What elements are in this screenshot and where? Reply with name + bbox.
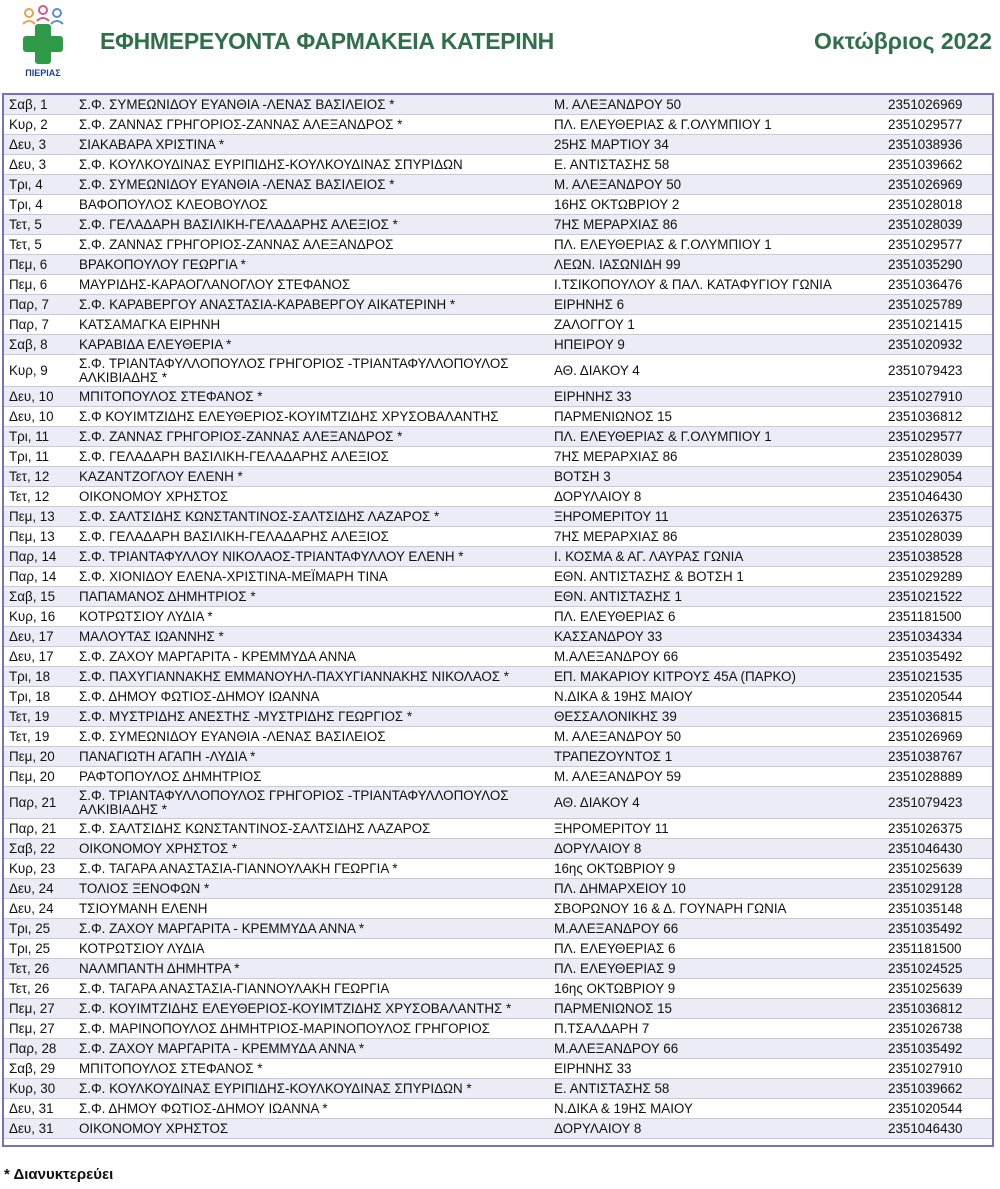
row-address: Ι.ΤΣΙΚΟΠΟΥΛΟΥ & ΠΑΛ. ΚΑΤΑΦΥΓΙΟΥ ΓΩΝΙΑ (549, 275, 883, 295)
row-address: Μ.ΑΛΕΞΑΝΔΡΟΥ 66 (549, 919, 883, 939)
row-address: ΠΛ. ΕΛΕΥΘΕΡΙΑΣ 6 (549, 607, 883, 627)
table-row (4, 407, 992, 427)
row-address: 16ης ΟΚΤΩΒΡΙΟΥ 9 (549, 859, 883, 879)
row-day: Πεμ, 27 (4, 1019, 74, 1039)
row-address: Ε. ΑΝΤΙΣΤΑΣΗΣ 58 (549, 1079, 883, 1099)
row-phone: 2351038936 (883, 135, 992, 155)
table-row (4, 295, 992, 315)
table-row (4, 235, 992, 255)
row-address: ΖΑΛΟΓΓΟΥ 1 (549, 315, 883, 335)
row-day: Πεμ, 6 (4, 275, 74, 295)
table-row (4, 527, 992, 547)
row-day: Τρι, 25 (4, 939, 74, 959)
row-address: ΠΛ. ΕΛΕΥΘΕΡΙΑΣ 6 (549, 939, 883, 959)
row-day: Πεμ, 13 (4, 507, 74, 527)
row-day: Κυρ, 2 (4, 115, 74, 135)
row-address: ΔΟΡΥΛΑΙΟΥ 8 (549, 487, 883, 507)
row-address: ΕΙΡΗΝΗΣ 6 (549, 295, 883, 315)
row-phone: 2351035148 (883, 899, 992, 919)
table-row (4, 155, 992, 175)
table-row (4, 859, 992, 879)
row-day: Παρ, 14 (4, 547, 74, 567)
row-phone: 2351028039 (883, 447, 992, 467)
table-row (4, 959, 992, 979)
row-phone: 2351026375 (883, 819, 992, 839)
table-row (4, 727, 992, 747)
row-pharmacy-name: Σ.Φ. ΤΡΙΑΝΤΑΦΥΛΛΟΥ ΝΙΚΟΛΑΟΣ-ΤΡΙΑΝΤΑΦΥΛΛΟΥ ΕΛΕΝΗ * (74, 547, 549, 567)
row-phone: 2351021522 (883, 587, 992, 607)
row-address: ΕΙΡΗΝΗΣ 33 (549, 387, 883, 407)
row-pharmacy-name: Σ.Φ. ΜΥΣΤΡΙΔΗΣ ΑΝΕΣΤΗΣ -ΜΥΣΤΡΙΔΗΣ ΓΕΩΡΓΙΟΣ * (74, 707, 549, 727)
row-day: Πεμ, 6 (4, 255, 74, 275)
row-phone: 2351079423 (883, 787, 992, 819)
row-phone: 2351021415 (883, 315, 992, 335)
row-address: 16ΗΣ ΟΚΤΩΒΡΙΟΥ 2 (549, 195, 883, 215)
row-address: ΕΠ. ΜΑΚΑΡΙΟΥ ΚΙΤΡΟΥΣ 45Α (ΠΑΡΚΟ) (549, 667, 883, 687)
row-day: Τετ, 26 (4, 979, 74, 999)
row-pharmacy-name: Σ.Φ. ΤΑΓΑΡΑ ΑΝΑΣΤΑΣΙΑ-ΓΙΑΝΝΟΥΛΑΚΗ ΓΕΩΡΓΙΑ (74, 979, 549, 999)
row-phone: 2351028039 (883, 215, 992, 235)
table-row (4, 767, 992, 787)
table-row (4, 275, 992, 295)
row-pharmacy-name: ΜΠΙΤΟΠΟΥΛΟΣ ΣΤΕΦΑΝΟΣ * (74, 387, 549, 407)
row-day: Τετ, 12 (4, 467, 74, 487)
row-day: Δευ, 17 (4, 647, 74, 667)
row-day: Κυρ, 9 (4, 355, 74, 387)
row-address: Π.ΤΣΑΛΔΑΡΗ 7 (549, 1019, 883, 1039)
row-phone: 2351029128 (883, 879, 992, 899)
row-address: ΕΘΝ. ΑΝΤΙΣΤΑΣΗΣ 1 (549, 587, 883, 607)
row-phone: 2351027910 (883, 387, 992, 407)
row-day: Δευ, 3 (4, 135, 74, 155)
row-phone: 2351038528 (883, 547, 992, 567)
row-pharmacy-name: Σ.Φ. ΤΡΙΑΝΤΑΦΥΛΛΟΠΟΥΛΟΣ ΓΡΗΓΟΡΙΟΣ -ΤΡΙΑΝΤΑΦΥΛΛΟΠΟΥΛΟΣ ΑΛΚΙΒΙΑΔΗΣ * (74, 355, 549, 387)
row-address: Μ. ΑΛΕΞΑΝΔΡΟΥ 50 (549, 95, 883, 115)
row-day: Τρι, 25 (4, 919, 74, 939)
row-pharmacy-name: Σ.Φ. ΓΕΛΑΔΑΡΗ ΒΑΣΙΛΙΚΗ-ΓΕΛΑΔΑΡΗΣ ΑΛΕΞΙΟΣ (74, 447, 549, 467)
row-day: Κυρ, 16 (4, 607, 74, 627)
row-day: Τετ, 12 (4, 487, 74, 507)
row-pharmacy-name: ΚΑΖΑΝΤΖΟΓΛΟΥ ΕΛΕΝΗ * (74, 467, 549, 487)
table-row (4, 747, 992, 767)
row-day: Τετ, 5 (4, 235, 74, 255)
row-day: Δευ, 10 (4, 407, 74, 427)
table-row (4, 175, 992, 195)
table-row (4, 467, 992, 487)
row-pharmacy-name: ΡΑΦΤΟΠΟΥΛΟΣ ΔΗΜΗΤΡΙΟΣ (74, 767, 549, 787)
row-address: ΕΘΝ. ΑΝΤΙΣΤΑΣΗΣ & ΒΟΤΣΗ 1 (549, 567, 883, 587)
table-row (4, 1099, 992, 1119)
table-row (4, 195, 992, 215)
row-address: Μ. ΑΛΕΞΑΝΔΡΟΥ 50 (549, 175, 883, 195)
row-phone: 2351028889 (883, 767, 992, 787)
row-phone: 2351026375 (883, 507, 992, 527)
row-pharmacy-name: ΚΟΤΡΩΤΣΙΟΥ ΛΥΔΙΑ * (74, 607, 549, 627)
row-pharmacy-name: Σ.Φ. ΖΑΧΟΥ ΜΑΡΓΑΡΙΤΑ - ΚΡΕΜΜΥΔΑ ΑΝΝΑ (74, 647, 549, 667)
row-pharmacy-name: Σ.Φ. ΠΑΧΥΓΙΑΝΝΑΚΗΣ ΕΜΜΑΝΟΥΗΛ-ΠΑΧΥΓΙΑΝΝΑΚΗΣ ΝΙΚΟΛΑΟΣ * (74, 667, 549, 687)
row-day: Τετ, 26 (4, 959, 74, 979)
row-phone: 2351038767 (883, 747, 992, 767)
row-phone: 2351020932 (883, 335, 992, 355)
row-address: ΣΒΟΡΩΝΟΥ 16 & Δ. ΓΟΥΝΑΡΗ ΓΩΝΙΑ (549, 899, 883, 919)
row-day: Τετ, 5 (4, 215, 74, 235)
row-phone: 2351181500 (883, 939, 992, 959)
row-day: Δευ, 24 (4, 879, 74, 899)
row-pharmacy-name: ΣΙΑΚΑΒΑΡΑ ΧΡΙΣΤΙΝΑ * (74, 135, 549, 155)
row-address: ΚΑΣΣΑΝΔΡΟΥ 33 (549, 627, 883, 647)
row-pharmacy-name: Σ.Φ. ΚΟΥΛΚΟΥΔΙΝΑΣ ΕΥΡΙΠΙΔΗΣ-ΚΟΥΛΚΟΥΔΙΝΑΣ ΣΠΥΡΙΔΩΝ * (74, 1079, 549, 1099)
row-day: Τρι, 4 (4, 175, 74, 195)
row-day: Τρι, 18 (4, 667, 74, 687)
row-phone: 2351035492 (883, 919, 992, 939)
row-day: Δευ, 24 (4, 899, 74, 919)
table-row (4, 1079, 992, 1099)
row-address: 7ΗΣ ΜΕΡΑΡΧΙΑΣ 86 (549, 527, 883, 547)
row-day: Δευ, 17 (4, 627, 74, 647)
row-day: Παρ, 28 (4, 1039, 74, 1059)
table-row (4, 1059, 992, 1079)
row-pharmacy-name: Σ.Φ. ΤΡΙΑΝΤΑΦΥΛΛΟΠΟΥΛΟΣ ΓΡΗΓΟΡΙΟΣ -ΤΡΙΑΝΤΑΦΥΛΛΟΠΟΥΛΟΣ ΑΛΚΙΒΙΑΔΗΣ * (74, 787, 549, 819)
row-phone: 2351035492 (883, 1039, 992, 1059)
row-phone: 2351025789 (883, 295, 992, 315)
row-address: ΠΑΡΜΕΝΙΩΝΟΣ 15 (549, 407, 883, 427)
table-row (4, 567, 992, 587)
table-row (4, 979, 992, 999)
row-phone: 2351025639 (883, 979, 992, 999)
row-pharmacy-name: Σ.Φ ΚΟΥΙΜΤΖΙΔΗΣ ΕΛΕΥΘΕΡΙΟΣ-ΚΟΥΙΜΤΖΙΔΗΣ ΧΡΥΣΟΒΑΛΑΝΤΗΣ (74, 407, 549, 427)
row-pharmacy-name: ΒΡΑΚΟΠΟΥΛΟΥ ΓΕΩΡΓΙΑ * (74, 255, 549, 275)
row-address: ΔΟΡΥΛΑΙΟΥ 8 (549, 839, 883, 859)
table-row (4, 939, 992, 959)
row-day: Τετ, 19 (4, 727, 74, 747)
table-row (4, 999, 992, 1019)
row-pharmacy-name: Σ.Φ. ΣΥΜΕΩΝΙΔΟΥ ΕΥΑΝΘΙΑ -ΛΕΝΑΣ ΒΑΣΙΛΕΙΟΣ (74, 727, 549, 747)
row-address: ΠΛ. ΕΛΕΥΘΕΡΙΑΣ & Γ.ΟΛΥΜΠΙΟΥ 1 (549, 427, 883, 447)
row-phone: 2351021535 (883, 667, 992, 687)
row-pharmacy-name: ΚΟΤΡΩΤΣΙΟΥ ΛΥΔΙΑ (74, 939, 549, 959)
row-pharmacy-name: Σ.Φ. ΖΑΧΟΥ ΜΑΡΓΑΡΙΤΑ - ΚΡΕΜΜΥΔΑ ΑΝΝΑ * (74, 1039, 549, 1059)
row-address: Ν.ΔΙΚΑ & 19ΗΣ ΜΑΙΟΥ (549, 1099, 883, 1119)
table-row (4, 899, 992, 919)
row-day: Παρ, 21 (4, 819, 74, 839)
pharmacy-cross-logo (17, 4, 69, 78)
pharmacy-table (2, 93, 994, 1147)
row-pharmacy-name: Σ.Φ. ΔΗΜΟΥ ΦΩΤΙΟΣ-ΔΗΜΟΥ ΙΩΑΝΝΑ (74, 687, 549, 707)
row-pharmacy-name: ΠΑΠΑΜΑΝΟΣ ΔΗΜΗΤΡΙΟΣ * (74, 587, 549, 607)
table-row (4, 547, 992, 567)
table-row (4, 1039, 992, 1059)
row-phone: 2351036476 (883, 275, 992, 295)
table-row (4, 647, 992, 667)
row-address: ΗΠΕΙΡΟΥ 9 (549, 335, 883, 355)
row-pharmacy-name: Σ.Φ. ΜΑΡΙΝΟΠΟΥΛΟΣ ΔΗΜΗΤΡΙΟΣ-ΜΑΡΙΝΟΠΟΥΛΟΣ ΓΡΗΓΟΡΙΟΣ (74, 1019, 549, 1039)
row-phone: 2351046430 (883, 839, 992, 859)
row-pharmacy-name: ΚΑΡΑΒΙΔΑ ΕΛΕΥΘΕΡΙΑ * (74, 335, 549, 355)
row-day: Δευ, 3 (4, 155, 74, 175)
table-row (4, 255, 992, 275)
row-address: Μ. ΑΛΕΞΑΝΔΡΟΥ 59 (549, 767, 883, 787)
row-phone: 2351036812 (883, 999, 992, 1019)
row-phone: 2351026969 (883, 175, 992, 195)
row-phone: 2351039662 (883, 155, 992, 175)
row-day: Δευ, 10 (4, 387, 74, 407)
row-pharmacy-name: Σ.Φ. ΧΙΟΝΙΔΟΥ ΕΛΕΝΑ-ΧΡΙΣΤΙΝΑ-ΜΕΪΜΑΡΗ ΤΙΝΑ (74, 567, 549, 587)
row-phone: 2351026738 (883, 1019, 992, 1039)
row-pharmacy-name: Σ.Φ. ΣΑΛΤΣΙΔΗΣ ΚΩΝΣΤΑΝΤΙΝΟΣ-ΣΑΛΤΣΙΔΗΣ ΛΑΖΑΡΟΣ (74, 819, 549, 839)
row-phone: 2351024525 (883, 959, 992, 979)
row-day: Παρ, 14 (4, 567, 74, 587)
row-day: Σαβ, 1 (4, 95, 74, 115)
table-row (4, 1019, 992, 1039)
row-address: Ι. ΚΟΣΜΑ & ΑΓ. ΛΑΥΡΑΣ ΓΩΝΙΑ (549, 547, 883, 567)
month-label: Οκτώβριος 2022 (814, 28, 992, 54)
row-pharmacy-name: Σ.Φ. ΣΥΜΕΩΝΙΔΟΥ ΕΥΑΝΘΙΑ -ΛΕΝΑΣ ΒΑΣΙΛΕΙΟΣ * (74, 95, 549, 115)
page-header (0, 0, 1000, 92)
row-pharmacy-name: Σ.Φ. ΚΑΡΑΒΕΡΓΟΥ ΑΝΑΣΤΑΣΙΑ-ΚΑΡΑΒΕΡΓΟΥ ΑΙΚΑΤΕΡΙΝΗ * (74, 295, 549, 315)
row-day: Τετ, 19 (4, 707, 74, 727)
row-day: Σαβ, 29 (4, 1059, 74, 1079)
row-day: Κυρ, 30 (4, 1079, 74, 1099)
row-day: Τρι, 18 (4, 687, 74, 707)
table-row (4, 819, 992, 839)
row-address: ΛΕΩΝ. ΙΑΣΩΝΙΔΗ 99 (549, 255, 883, 275)
row-pharmacy-name: Σ.Φ. ΤΑΓΑΡΑ ΑΝΑΣΤΑΣΙΑ-ΓΙΑΝΝΟΥΛΑΚΗ ΓΕΩΡΓΙΑ * (74, 859, 549, 879)
row-pharmacy-name: ΠΑΝΑΓΙΩΤΗ ΑΓΑΠΗ -ΛΥΔΙΑ * (74, 747, 549, 767)
row-pharmacy-name: ΚΑΤΣΑΜΑΓΚΑ ΕΙΡΗΝΗ (74, 315, 549, 335)
row-pharmacy-name: Σ.Φ. ΖΑΝΝΑΣ ΓΡΗΓΟΡΙΟΣ-ΖΑΝΝΑΣ ΑΛΕΞΑΝΔΡΟΣ * (74, 427, 549, 447)
row-phone: 2351035290 (883, 255, 992, 275)
row-phone: 2351025639 (883, 859, 992, 879)
row-address: ΑΘ. ΔΙΑΚΟΥ 4 (549, 355, 883, 387)
row-day: Κυρ, 23 (4, 859, 74, 879)
row-pharmacy-name: ΒΑΦΟΠΟΥΛΟΣ ΚΛΕΟΒΟΥΛΟΣ (74, 195, 549, 215)
logo-text: ΠΙΕΡΙΑΣ (25, 68, 61, 78)
row-day: Δευ, 31 (4, 1119, 74, 1139)
table-row (4, 707, 992, 727)
row-pharmacy-name: Σ.Φ. ΣΥΜΕΩΝΙΔΟΥ ΕΥΑΝΘΙΑ -ΛΕΝΑΣ ΒΑΣΙΛΕΙΟΣ * (74, 175, 549, 195)
table-row (4, 839, 992, 859)
row-phone: 2351035492 (883, 647, 992, 667)
row-pharmacy-name: Σ.Φ. ΖΑΧΟΥ ΜΑΡΓΑΡΙΤΑ - ΚΡΕΜΜΥΔΑ ΑΝΝΑ * (74, 919, 549, 939)
pharmacy-table-body (4, 95, 992, 1139)
table-row (4, 315, 992, 335)
row-pharmacy-name: ΤΟΛΙΟΣ ΞΕΝΟΦΩΝ * (74, 879, 549, 899)
row-phone: 2351046430 (883, 487, 992, 507)
row-day: Σαβ, 22 (4, 839, 74, 859)
row-phone: 2351036815 (883, 707, 992, 727)
row-day: Πεμ, 20 (4, 747, 74, 767)
row-day: Τρι, 11 (4, 447, 74, 467)
table-row (4, 387, 992, 407)
row-phone: 2351181500 (883, 607, 992, 627)
row-address: 7ΗΣ ΜΕΡΑΡΧΙΑΣ 86 (549, 447, 883, 467)
row-address: ΠΛ. ΔΗΜΑΡΧΕΙΟΥ 10 (549, 879, 883, 899)
row-day: Σαβ, 8 (4, 335, 74, 355)
row-phone: 2351079423 (883, 355, 992, 387)
row-phone: 2351020544 (883, 687, 992, 707)
table-row (4, 335, 992, 355)
table-row (4, 667, 992, 687)
footnote: * Διανυκτερεύει (4, 1166, 114, 1183)
row-address: 7ΗΣ ΜΕΡΑΡΧΙΑΣ 86 (549, 215, 883, 235)
row-address: ΠΛ. ΕΛΕΥΘΕΡΙΑΣ & Γ.ΟΛΥΜΠΙΟΥ 1 (549, 115, 883, 135)
row-pharmacy-name: ΤΣΙΟΥΜΑΝΗ ΕΛΕΝΗ (74, 899, 549, 919)
row-pharmacy-name: ΜΠΙΤΟΠΟΥΛΟΣ ΣΤΕΦΑΝΟΣ * (74, 1059, 549, 1079)
row-day: Τρι, 11 (4, 427, 74, 447)
row-phone: 2351029577 (883, 235, 992, 255)
page-title: ΕΦΗΜΕΡΕΥΟΝΤΑ ΦΑΡΜΑΚΕΙΑ ΚΑΤΕΡΙΝΗ (100, 28, 554, 54)
row-pharmacy-name: ΜΑΛΟΥΤΑΣ ΙΩΑΝΝΗΣ * (74, 627, 549, 647)
table-row (4, 215, 992, 235)
row-address: 16ης ΟΚΤΩΒΡΙΟΥ 9 (549, 979, 883, 999)
row-day: Τρι, 4 (4, 195, 74, 215)
table-row (4, 787, 992, 819)
row-address: Μ. ΑΛΕΞΑΝΔΡΟΥ 50 (549, 727, 883, 747)
row-day: Πεμ, 13 (4, 527, 74, 547)
row-address: ΕΙΡΗΝΗΣ 33 (549, 1059, 883, 1079)
table-row (4, 135, 992, 155)
row-address: ΠΛ. ΕΛΕΥΘΕΡΙΑΣ & Γ.ΟΛΥΜΠΙΟΥ 1 (549, 235, 883, 255)
row-day: Σαβ, 15 (4, 587, 74, 607)
table-row (4, 355, 992, 387)
row-day: Πεμ, 20 (4, 767, 74, 787)
table-row (4, 607, 992, 627)
row-address: ΠΛ. ΕΛΕΥΘΕΡΙΑΣ 9 (549, 959, 883, 979)
row-pharmacy-name: Σ.Φ. ΓΕΛΑΔΑΡΗ ΒΑΣΙΛΙΚΗ-ΓΕΛΑΔΑΡΗΣ ΑΛΕΞΙΟΣ (74, 527, 549, 547)
table-row (4, 919, 992, 939)
row-phone: 2351027910 (883, 1059, 992, 1079)
row-phone: 2351020544 (883, 1099, 992, 1119)
row-pharmacy-name: ΝΑΛΜΠΑΝΤΗ ΔΗΜΗΤΡΑ * (74, 959, 549, 979)
row-pharmacy-name: Σ.Φ. ΚΟΥΛΚΟΥΔΙΝΑΣ ΕΥΡΙΠΙΔΗΣ-ΚΟΥΛΚΟΥΔΙΝΑΣ ΣΠΥΡΙΔΩΝ (74, 155, 549, 175)
row-address: ΒΟΤΣΗ 3 (549, 467, 883, 487)
row-phone: 2351028018 (883, 195, 992, 215)
row-address: ΑΘ. ΔΙΑΚΟΥ 4 (549, 787, 883, 819)
row-pharmacy-name: Σ.Φ. ΣΑΛΤΣΙΔΗΣ ΚΩΝΣΤΑΝΤΙΝΟΣ-ΣΑΛΤΣΙΔΗΣ ΛΑΖΑΡΟΣ * (74, 507, 549, 527)
row-pharmacy-name: Σ.Φ. ΚΟΥΙΜΤΖΙΔΗΣ ΕΛΕΥΘΕΡΙΟΣ-ΚΟΥΙΜΤΖΙΔΗΣ ΧΡΥΣΟΒΑΛΑΝΤΗΣ * (74, 999, 549, 1019)
row-phone: 2351026969 (883, 95, 992, 115)
row-address: 25ΗΣ ΜΑΡΤΙΟΥ 34 (549, 135, 883, 155)
row-address: Μ.ΑΛΕΞΑΝΔΡΟΥ 66 (549, 647, 883, 667)
table-row (4, 447, 992, 467)
row-phone: 2351029289 (883, 567, 992, 587)
row-phone: 2351046430 (883, 1119, 992, 1139)
row-day: Δευ, 31 (4, 1099, 74, 1119)
table-row (4, 115, 992, 135)
table-row (4, 687, 992, 707)
table-row (4, 1119, 992, 1139)
row-phone: 2351039662 (883, 1079, 992, 1099)
row-pharmacy-name: ΟΙΚΟΝΟΜΟΥ ΧΡΗΣΤΟΣ (74, 1119, 549, 1139)
row-address: Ν.ΔΙΚΑ & 19ΗΣ ΜΑΙΟΥ (549, 687, 883, 707)
table-row (4, 507, 992, 527)
row-address: ΞΗΡΟΜΕΡΙΤΟΥ 11 (549, 507, 883, 527)
table-row (4, 95, 992, 115)
row-address: ΔΟΡΥΛΑΙΟΥ 8 (549, 1119, 883, 1139)
row-address: ΤΡΑΠΕΖΟΥΝΤΟΣ 1 (549, 747, 883, 767)
row-day: Παρ, 7 (4, 295, 74, 315)
row-phone: 2351036812 (883, 407, 992, 427)
row-day: Παρ, 7 (4, 315, 74, 335)
table-row (4, 627, 992, 647)
row-day: Πεμ, 27 (4, 999, 74, 1019)
row-address: Μ.ΑΛΕΞΑΝΔΡΟΥ 66 (549, 1039, 883, 1059)
row-phone: 2351026969 (883, 727, 992, 747)
table-row (4, 879, 992, 899)
row-pharmacy-name: Σ.Φ. ΖΑΝΝΑΣ ΓΡΗΓΟΡΙΟΣ-ΖΑΝΝΑΣ ΑΛΕΞΑΝΔΡΟΣ * (74, 115, 549, 135)
row-phone: 2351029054 (883, 467, 992, 487)
row-day: Παρ, 21 (4, 787, 74, 819)
row-phone: 2351029577 (883, 115, 992, 135)
row-pharmacy-name: ΟΙΚΟΝΟΜΟΥ ΧΡΗΣΤΟΣ * (74, 839, 549, 859)
row-phone: 2351028039 (883, 527, 992, 547)
row-phone: 2351029577 (883, 427, 992, 447)
row-address: Ε. ΑΝΤΙΣΤΑΣΗΣ 58 (549, 155, 883, 175)
row-pharmacy-name: Σ.Φ. ΔΗΜΟΥ ΦΩΤΙΟΣ-ΔΗΜΟΥ ΙΩΑΝΝΑ * (74, 1099, 549, 1119)
table-row (4, 587, 992, 607)
table-row (4, 427, 992, 447)
row-pharmacy-name: ΟΙΚΟΝΟΜΟΥ ΧΡΗΣΤΟΣ (74, 487, 549, 507)
row-address: ΞΗΡΟΜΕΡΙΤΟΥ 11 (549, 819, 883, 839)
row-address: ΠΑΡΜΕΝΙΩΝΟΣ 15 (549, 999, 883, 1019)
row-phone: 2351034334 (883, 627, 992, 647)
row-address: ΘΕΣΣΑΛΟΝΙΚΗΣ 39 (549, 707, 883, 727)
table-row (4, 487, 992, 507)
row-pharmacy-name: Σ.Φ. ΓΕΛΑΔΑΡΗ ΒΑΣΙΛΙΚΗ-ΓΕΛΑΔΑΡΗΣ ΑΛΕΞΙΟΣ * (74, 215, 549, 235)
row-pharmacy-name: ΜΑΥΡΙΔΗΣ-ΚΑΡΑΟΓΛΑΝΟΓΛΟΥ ΣΤΕΦΑΝΟΣ (74, 275, 549, 295)
row-pharmacy-name: Σ.Φ. ΖΑΝΝΑΣ ΓΡΗΓΟΡΙΟΣ-ΖΑΝΝΑΣ ΑΛΕΞΑΝΔΡΟΣ (74, 235, 549, 255)
